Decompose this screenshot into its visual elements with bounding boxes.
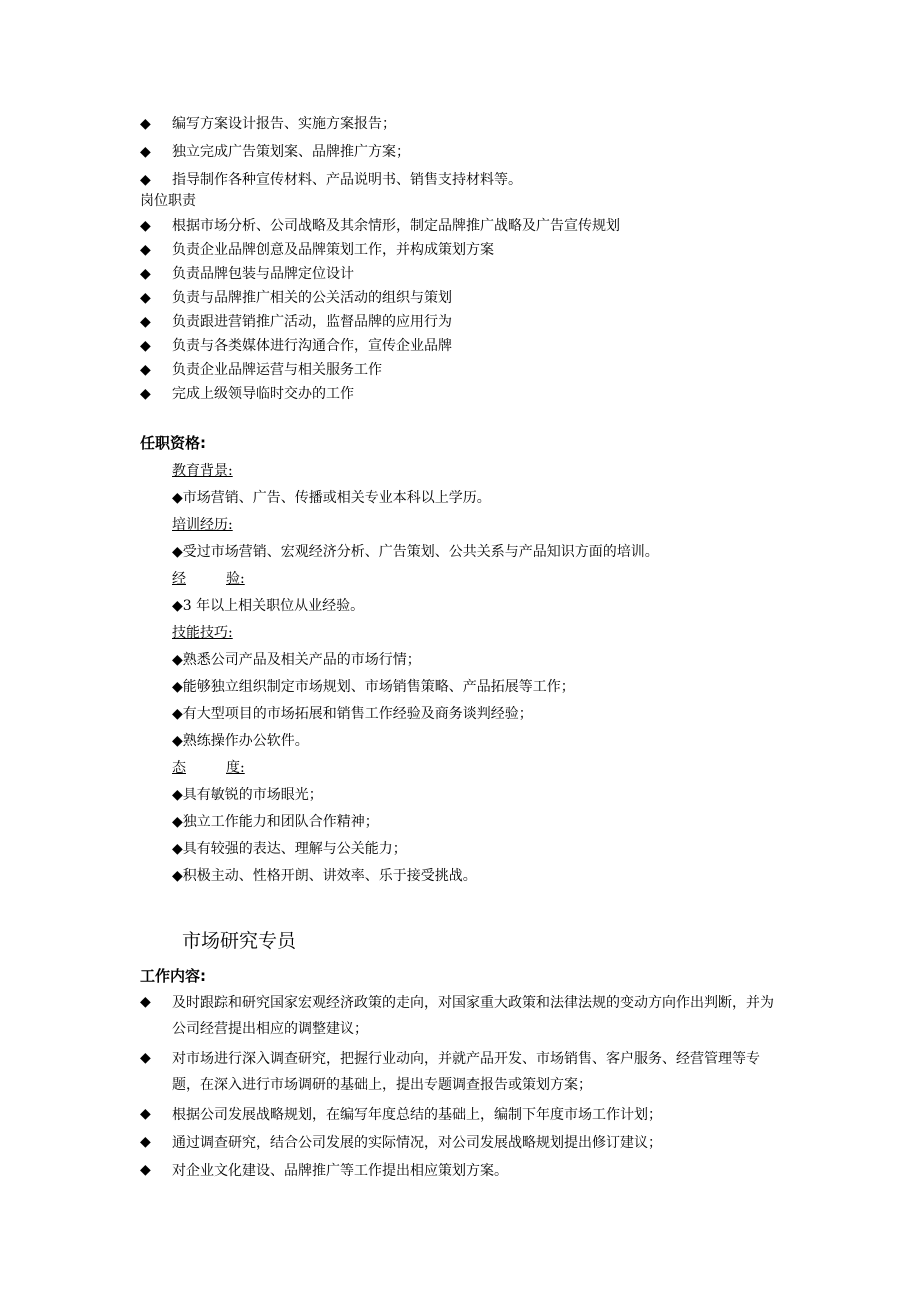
list-item-text: 对市场进行深入调查研究，把握行业动向，并就产品开发、市场销售、客户服务、经营管理等专题，在深入进行市场调研的基础上，提出专题调查报告或策划方案； <box>172 1051 760 1093</box>
list-item <box>140 168 780 196</box>
education-text: ◆市场营销、广告、传播或相关专业本科以上学历。 <box>172 490 491 506</box>
skills-text: ◆能够独立组织制定市场规划、市场销售策略、产品拓展等工作； <box>172 679 575 695</box>
work-content-heading: 工作内容: <box>140 967 206 985</box>
section-title: 市场研究专员 <box>182 930 297 952</box>
list-item <box>140 358 780 382</box>
list-item <box>140 990 780 1044</box>
diamond-bullet-icon: ◆ <box>140 1106 151 1122</box>
diamond-bullet-icon: ◆ <box>140 362 151 378</box>
diamond-bullet-icon: ◆ <box>140 1050 151 1066</box>
list-item <box>140 286 780 310</box>
qualifications-heading: 任职资格: <box>140 434 206 452</box>
list-item <box>140 140 780 168</box>
list-item <box>140 382 780 406</box>
list-item-text: 独立完成广告策划案、品牌推广方案； <box>172 144 410 160</box>
diamond-bullet-icon: ◆ <box>140 994 151 1010</box>
list-item <box>140 238 780 262</box>
diamond-bullet-icon: ◆ <box>140 290 151 306</box>
diamond-bullet-icon: ◆ <box>140 172 151 188</box>
list-item <box>140 1046 780 1100</box>
skills-label: 技能技巧: <box>172 625 233 641</box>
experience-label-part2: 验: <box>226 571 245 587</box>
experience-text: ◆3 年以上相关职位从业经验。 <box>172 598 365 614</box>
list-item-text: 根据市场分析、公司战略及其余情形，制定品牌推广战略及广告宣传规划 <box>172 218 620 234</box>
attitude-label-part2: 度: <box>226 760 245 776</box>
diamond-bullet-icon: ◆ <box>140 386 151 402</box>
task-list <box>140 112 780 196</box>
attitude-text: ◆具有敏锐的市场眼光； <box>172 787 323 803</box>
diamond-bullet-icon: ◆ <box>140 242 151 258</box>
list-item <box>140 334 780 358</box>
diamond-bullet-icon: ◆ <box>140 116 151 132</box>
attitude-text: ◆积极主动、性格开朗、讲效率、乐于接受挑战。 <box>172 868 477 884</box>
attitude-text: ◆独立工作能力和团队合作精神； <box>172 814 379 830</box>
list-item-text: 根据公司发展战略规划，在编写年度总结的基础上，编制下年度市场工作计划； <box>172 1107 662 1123</box>
list-item-text: 通过调查研究，结合公司发展的实际情况，对公司发展战略规划提出修订建议； <box>172 1135 662 1151</box>
list-item <box>140 112 780 140</box>
diamond-bullet-icon: ◆ <box>140 144 151 160</box>
diamond-bullet-icon: ◆ <box>140 314 151 330</box>
list-item-text: 完成上级领导临时交办的工作 <box>172 386 354 402</box>
diamond-bullet-icon: ◆ <box>140 1162 151 1178</box>
list-item-text: 指导制作各种宣传材料、产品说明书、销售支持材料等。 <box>172 172 522 188</box>
list-item <box>140 310 780 334</box>
diamond-bullet-icon: ◆ <box>140 338 151 354</box>
list-item-text: 负责企业品牌运营与相关服务工作 <box>172 362 382 378</box>
list-item-text: 及时跟踪和研究国家宏观经济政策的走向，对国家重大政策和法律法规的变动方向作出判断，并为公司经营提出相应的调整建议； <box>172 995 774 1037</box>
list-item <box>140 262 780 286</box>
diamond-bullet-icon: ◆ <box>140 218 151 234</box>
experience-label <box>172 566 792 593</box>
list-item <box>140 1158 780 1184</box>
list-item-text: 负责与各类媒体进行沟通合作，宣传企业品牌 <box>172 338 452 354</box>
list-item-text: 负责品牌包装与品牌定位设计 <box>172 266 354 282</box>
list-item <box>140 1102 780 1128</box>
skills-text: ◆熟悉公司产品及相关产品的市场行情； <box>172 652 421 668</box>
list-item-text: 负责与品牌推广相关的公关活动的组织与策划 <box>172 290 452 306</box>
list-item-text: 负责企业品牌创意及品牌策划工作，并构成策划方案 <box>172 242 494 258</box>
list-item <box>140 1130 780 1156</box>
experience-label-part1: 经 <box>172 571 186 587</box>
attitude-label-part1: 态 <box>172 760 186 776</box>
training-label: 培训经历: <box>172 517 233 533</box>
list-item-text: 编写方案设计报告、实施方案报告； <box>172 116 396 132</box>
training-text: ◆受过市场营销、宏观经济分析、广告策划、公共关系与产品知识方面的培训。 <box>172 544 659 560</box>
list-item <box>140 214 780 238</box>
education-label: 教育背景: <box>172 463 233 479</box>
qualifications-section <box>172 458 792 890</box>
attitude-label <box>172 755 792 782</box>
skills-text: ◆熟练操作办公软件。 <box>172 733 309 749</box>
list-item-text: 负责跟进营销推广活动，监督品牌的应用行为 <box>172 314 452 330</box>
attitude-text: ◆具有较强的表达、理解与公关能力； <box>172 841 407 857</box>
diamond-bullet-icon: ◆ <box>140 266 151 282</box>
work-content-list <box>140 990 780 1186</box>
duties-title: 岗位职责 <box>140 193 196 209</box>
list-item-text: 对企业文化建设、品牌推广等工作提出相应策划方案。 <box>172 1163 508 1179</box>
duties-list <box>140 214 780 406</box>
diamond-bullet-icon: ◆ <box>140 1134 151 1150</box>
skills-text: ◆有大型项目的市场拓展和销售工作经验及商务谈判经验； <box>172 706 533 722</box>
